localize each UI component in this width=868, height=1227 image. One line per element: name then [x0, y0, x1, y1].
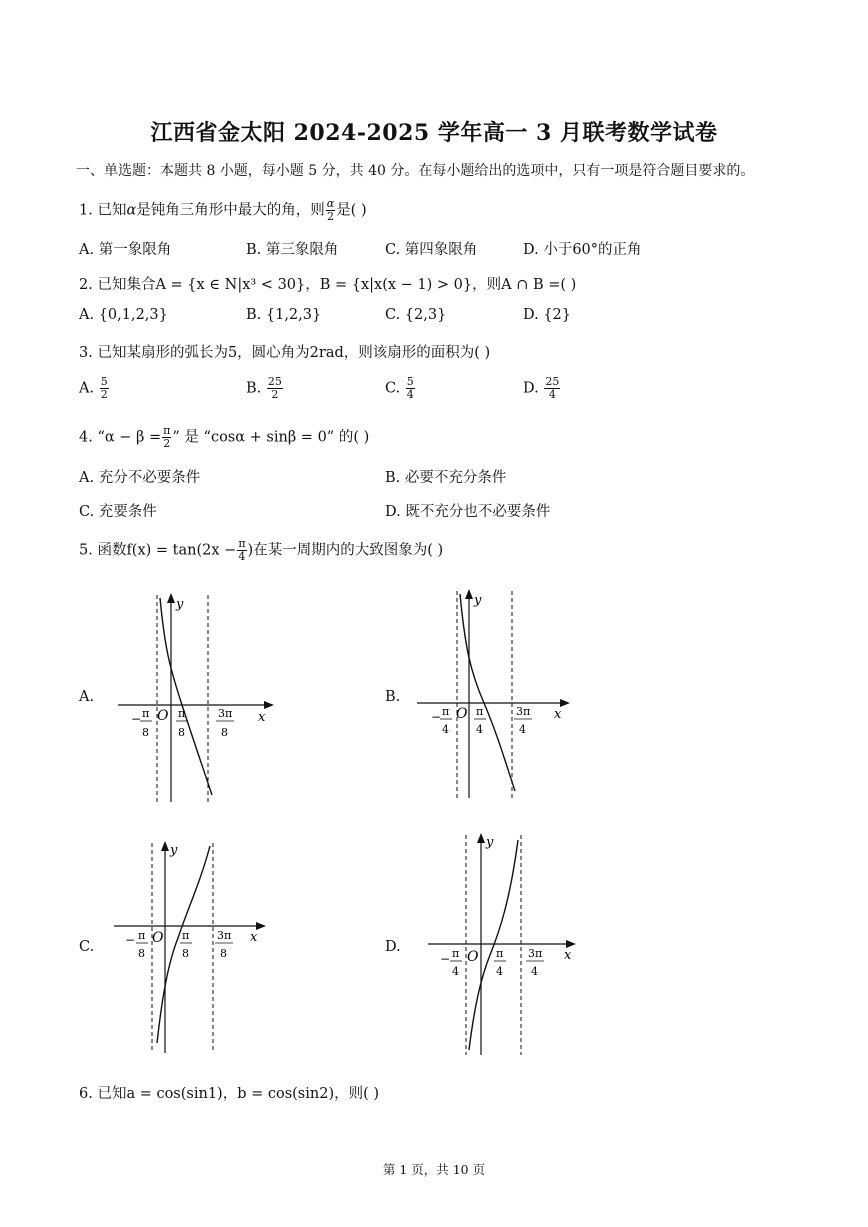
- q1-frac-den: 2: [326, 210, 334, 223]
- graph-a-tick-2-num: π: [178, 707, 186, 720]
- q4-option-a: A. 充分不必要条件: [79, 470, 201, 486]
- graph-c-y-label: y: [170, 843, 178, 858]
- svg-text:−: −: [131, 712, 142, 726]
- graph-c-x-label: x: [250, 930, 258, 945]
- q5-label-a: A.: [79, 689, 95, 705]
- q5-text-a: 5. 函数f(x) = tan(2x −: [79, 542, 237, 559]
- q4-text-a: 4. “α − β =: [79, 429, 162, 446]
- graph-c-tick-2-num: π: [182, 929, 190, 942]
- graph-a-tick-3-num: 3π: [218, 707, 233, 720]
- q1-fraction: [326, 198, 335, 223]
- q5-label-b: B.: [385, 689, 401, 705]
- q2-option-b: B. {1,2,3}: [246, 307, 322, 323]
- q3-a-fraction: [100, 376, 109, 401]
- q1-option-a: A. 第一象限角: [79, 242, 172, 258]
- q1-option-b: B. 第三象限角: [246, 242, 339, 258]
- q3-d-num: 25: [545, 375, 560, 388]
- q1-text-c: 是( ): [336, 202, 367, 219]
- graph-d-x-label: x: [564, 948, 572, 963]
- q5-fraction: [237, 538, 246, 563]
- graph-a-tick-3-den: 8: [221, 726, 228, 739]
- graph-d-origin: O: [467, 949, 479, 965]
- q1-text-b: 是钝角三角形中最大的角，则: [136, 202, 325, 219]
- question-4: [79, 425, 369, 450]
- question-6: 6. 已知a = cos(sin1)，b = cos(sin2)，则( ): [79, 1086, 380, 1102]
- section-heading: 一、单选题：本题共 8 小题，每小题 5 分，共 40 分。在每小题给出的选项中，只有一项是符合题目要求的。: [76, 163, 755, 179]
- graph-b-tick-1-den: 4: [442, 723, 449, 736]
- graph-a-y-label: y: [176, 597, 184, 612]
- q5-graph-c: [110, 838, 290, 1058]
- graph-a-origin: O: [157, 708, 169, 724]
- question-2: 2. 已知集合A = {x ∈ N|x³ < 30}，B = {x|x(x − 1) > 0}，则A ∩ B =( ): [79, 277, 577, 293]
- graph-b-tick-2-num: π: [476, 705, 484, 718]
- q4-option-b: B. 必要不充分条件: [385, 470, 507, 486]
- q2-option-d: D. {2}: [523, 307, 572, 323]
- question-3: 3. 已知某扇形的弧长为5，圆心角为2rad，则该扇形的面积为( ): [79, 345, 491, 361]
- question-1: [79, 198, 367, 223]
- graph-d-tick-1-den: 4: [452, 965, 459, 978]
- q3-b-fraction: [267, 376, 283, 401]
- graph-b-tick-3-num: 3π: [516, 705, 531, 718]
- graph-d-tick-3-den: 4: [531, 965, 538, 978]
- q3-option-b: [246, 376, 284, 401]
- graph-c-tick-3-den: 8: [220, 947, 227, 960]
- svg-text:−: −: [440, 952, 451, 966]
- graph-d-tick-2-num: π: [496, 947, 504, 960]
- q3-b-label: B.: [246, 380, 262, 397]
- q3-c-fraction: [406, 376, 415, 401]
- graph-d-y-label: y: [486, 835, 494, 850]
- q3-d-fraction: [544, 376, 560, 401]
- q3-b-num: 25: [267, 375, 282, 388]
- graph-a-tick-1-num: π: [142, 707, 150, 720]
- graph-c-tick-2-den: 8: [182, 947, 189, 960]
- graph-b-origin: O: [456, 706, 468, 722]
- graph-a-x-label: x: [258, 710, 266, 725]
- q4-option-c: C. 充要条件: [79, 504, 157, 520]
- q3-option-c: [385, 376, 416, 401]
- graph-c-tick-1-den: 8: [138, 947, 145, 960]
- q3-d-den: 4: [548, 388, 556, 401]
- q5-graph-d: [424, 830, 604, 1062]
- question-5: [79, 538, 443, 563]
- graph-b-tick-2-den: 4: [476, 723, 483, 736]
- q1-frac-num: α: [326, 197, 335, 210]
- q5-graph-a: [110, 590, 290, 805]
- graph-c-tick-1-num: π: [138, 929, 146, 942]
- q3-c-label: C.: [385, 380, 401, 397]
- q2-option-a: A. {0,1,2,3}: [79, 307, 168, 323]
- q3-c-den: 4: [406, 388, 414, 401]
- q4-fraction: [162, 425, 171, 450]
- q5-text-b: )在某一周期内的大致图象为( ): [247, 542, 444, 559]
- graph-a-tick-1-den: 8: [142, 726, 149, 739]
- graph-b-tick-3-den: 4: [519, 723, 526, 736]
- svg-text:−: −: [125, 933, 136, 947]
- graph-c-origin: O: [152, 930, 164, 946]
- page-title: 江西省金太阳 2024-2025 学年高一 3 月联考数学试卷: [150, 120, 718, 146]
- graph-b-y-label: y: [474, 593, 482, 608]
- q3-a-label: A.: [79, 380, 95, 397]
- q5-label-c: C.: [79, 939, 95, 955]
- q5-frac-den: 4: [238, 550, 246, 563]
- q3-a-num: 5: [100, 375, 108, 388]
- q5-label-d: D.: [385, 939, 401, 955]
- q4-option-d: D. 既不充分也不必要条件: [385, 504, 551, 520]
- q1-var: α: [126, 202, 137, 219]
- svg-text:−: −: [431, 710, 442, 724]
- graph-b-x-label: x: [554, 707, 562, 722]
- q2-option-c: C. {2,3}: [385, 307, 447, 323]
- graph-d-tick-1-num: π: [452, 947, 460, 960]
- graph-b-tick-1-num: π: [442, 705, 450, 718]
- q5-graph-b: [412, 586, 592, 801]
- q3-a-den: 2: [100, 388, 108, 401]
- graph-a-tick-2-den: 8: [178, 726, 185, 739]
- q1-option-c: C. 第四象限角: [385, 242, 478, 258]
- q4-text-b: ” 是 “cosα + sinβ = 0” 的( ): [172, 429, 370, 446]
- q3-option-d: [523, 376, 561, 401]
- q3-c-num: 5: [406, 375, 414, 388]
- graph-d-tick-2-den: 4: [496, 965, 503, 978]
- q3-option-a: [79, 376, 110, 401]
- q5-frac-num: π: [238, 537, 246, 550]
- graph-c-tick-3-num: 3π: [217, 929, 232, 942]
- q4-frac-num: π: [163, 424, 171, 437]
- q1-text-a: 1. 已知: [79, 202, 127, 219]
- q4-frac-den: 2: [163, 437, 171, 450]
- page-footer: 第 1 页，共 10 页: [382, 1162, 486, 1177]
- graph-d-tick-3-num: 3π: [528, 947, 543, 960]
- q1-option-d: D. 小于60°的正角: [523, 242, 642, 258]
- q3-b-den: 2: [271, 388, 279, 401]
- q3-d-label: D.: [523, 380, 539, 397]
